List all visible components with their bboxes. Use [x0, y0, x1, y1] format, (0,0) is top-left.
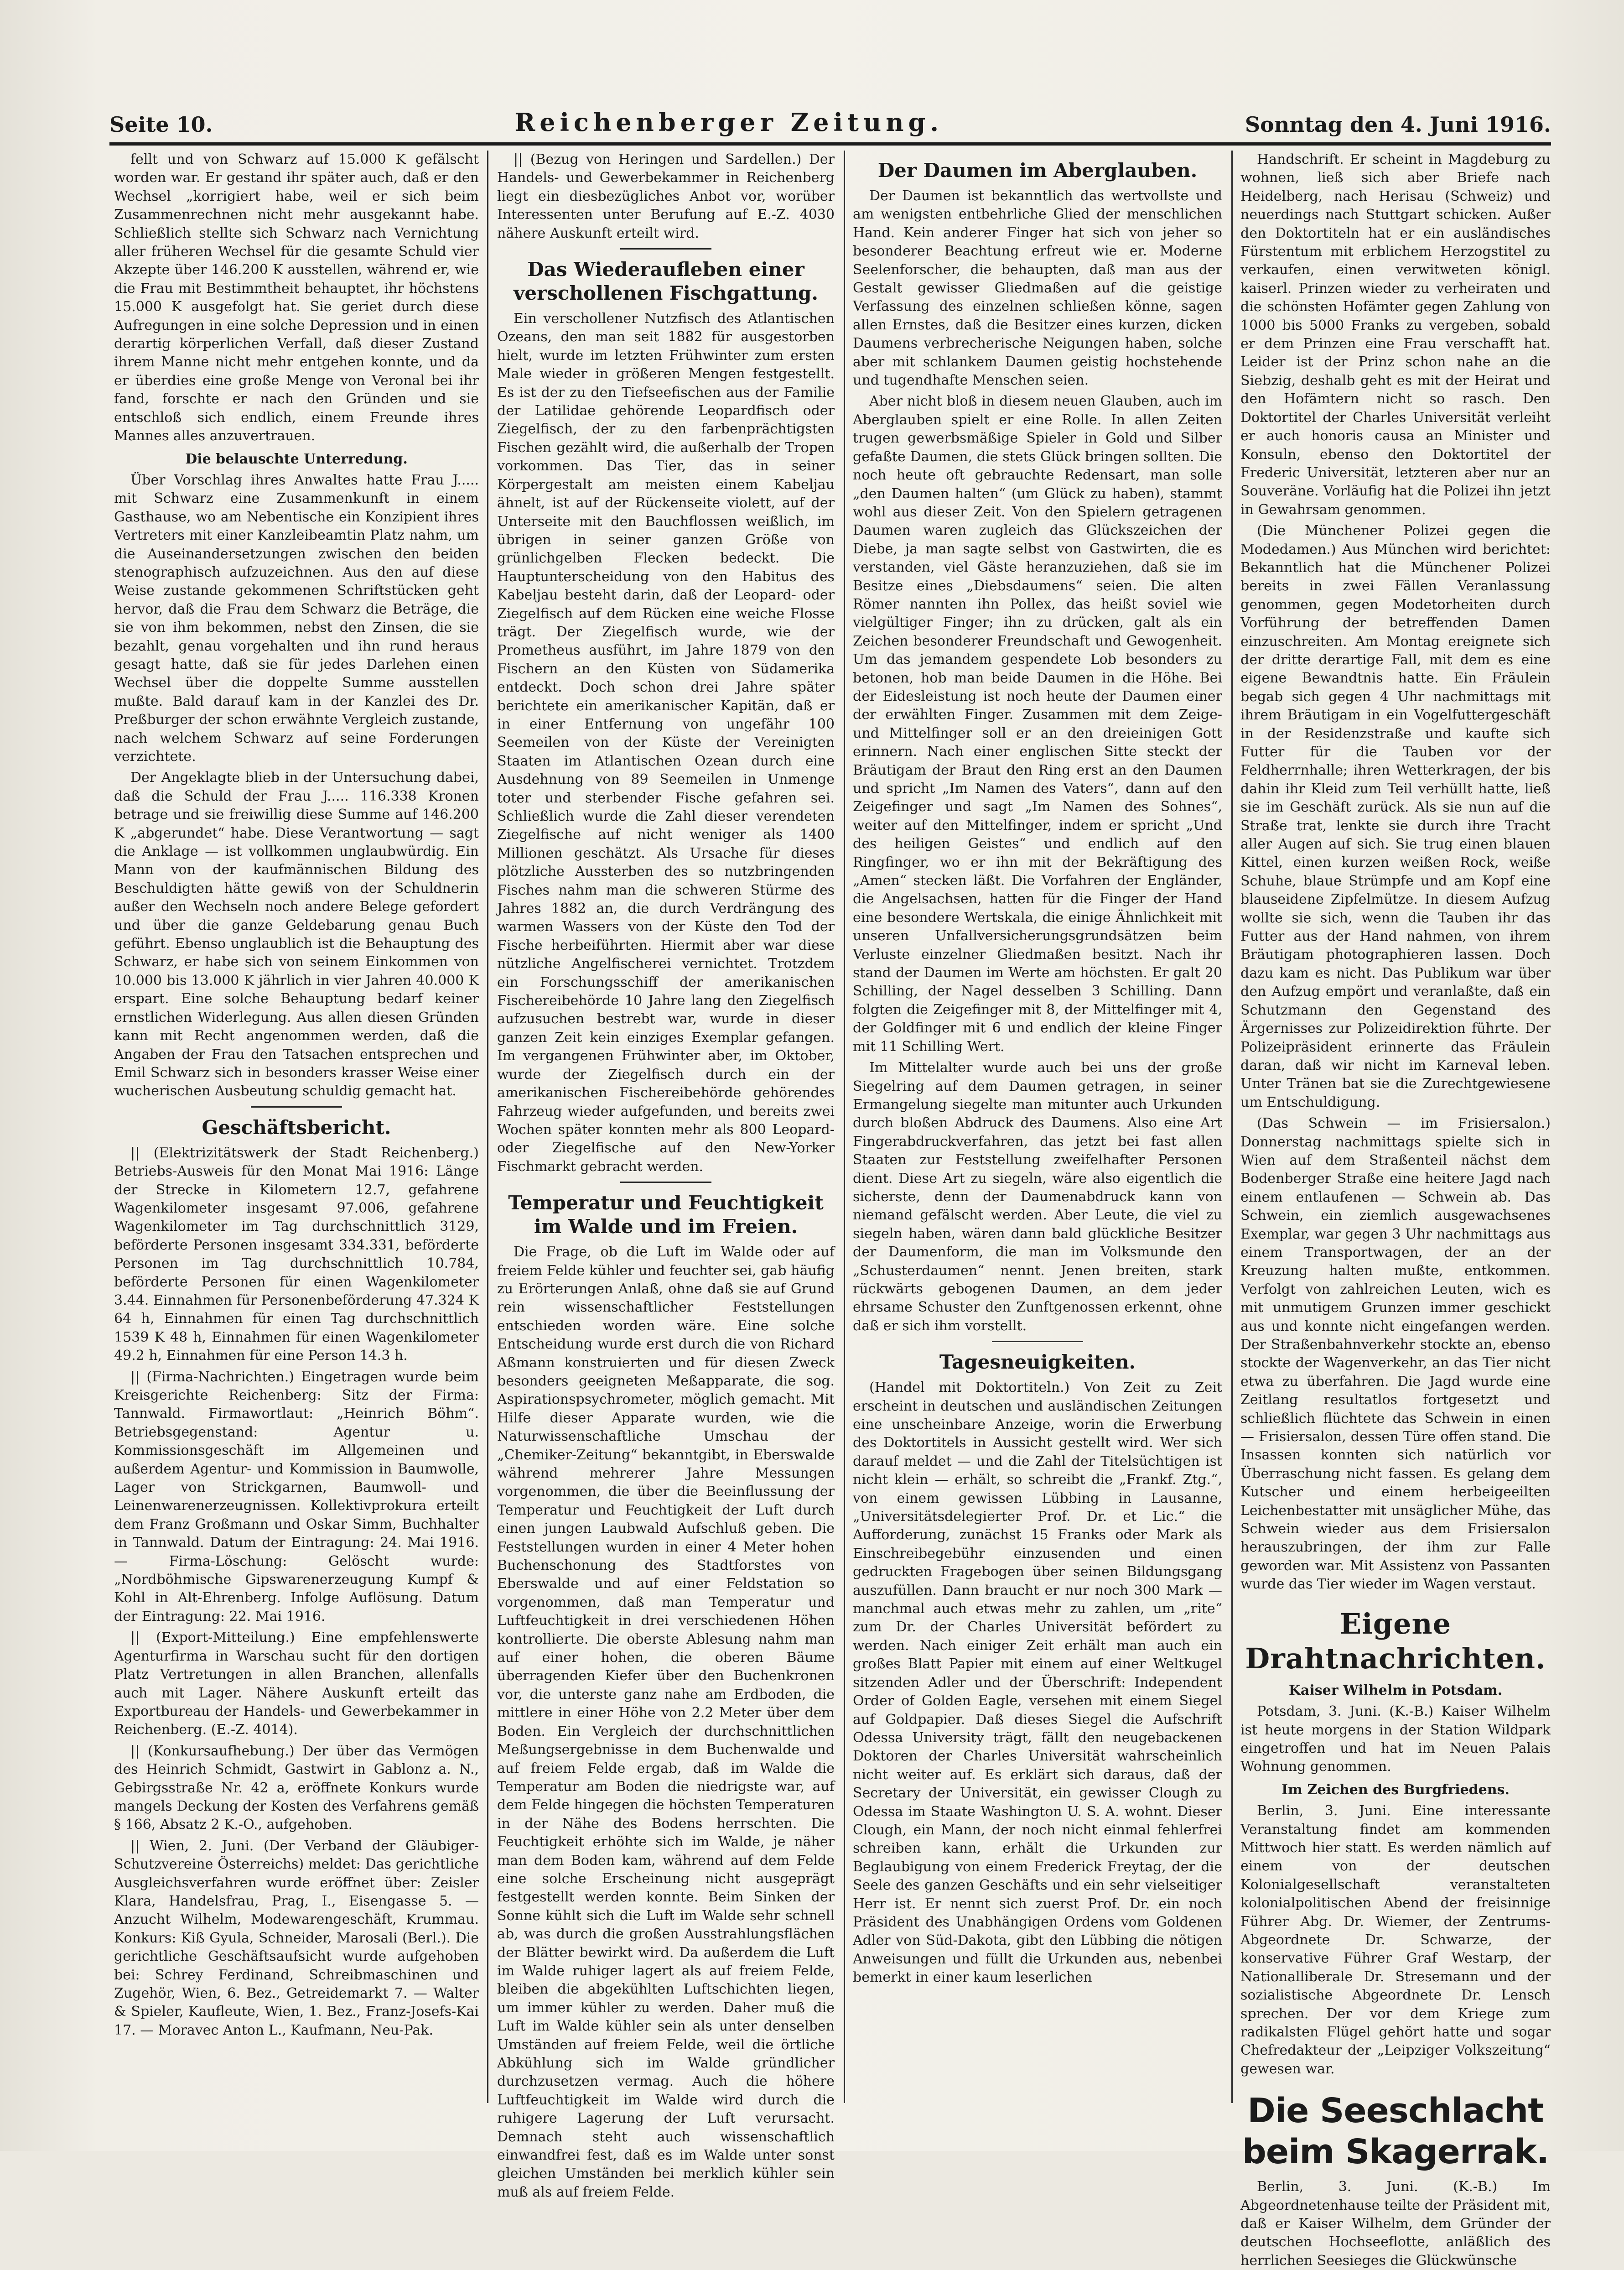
article-heading: Temperatur und Feuchtigkeit im Walde und im Freien.	[508, 1192, 824, 1238]
article-body	[1240, 1702, 1551, 1776]
paragraph: Berlin, 3. Juni. (K.-B.) Im Abgeordnetenhause teilte der Präsident mit, daß er Kaiser Wilhelm, dem Gründer der deutschen Hochseeflotte, anläßlich des herrlichen Seesieges die Glückwünsche	[1240, 2179, 1551, 2269]
article-body	[114, 471, 479, 1101]
paragraph: (Handel mit Doktortiteln.) Von Zeit zu Zeit erscheint in deutschen und ausländischen Zeitungen eine unscheinbare Anzeige, worin die Erwerbung des Doktortitels in Aussicht gestellt wird. Wer sich darauf meldet — und die Zahl der Titelsüchtigen ist nicht klein — erhält, so schreibt die „Frankf. Ztg.“, von einem gewissen Lübbing in Lausanne, „Universitätsdelegierter Prof. Dr. et Lic.“ die Aufforderung, zunächst 15 Franks oder Mark als Einschreibegebühr einzusenden und einen gedruckten Fragebogen über seinen Bildungsgang auszufüllen. Dann braucht er nur noch 300 Mark — manchmal auch etwas mehr zu zahlen, um „rite“ zum Dr. der Charles Universität befördert zu werden. Nach einiger Zeit erhält man auch ein großes Blatt Papier mit einem auf einer Weltkugel sitzenden Adler und der Überschrift: Independent Order of Golden Eagle, versehen mit einem Siegel auf Goldpapier. Daß dieses Siegel die Aufschrift Odessa University trägt, fällt den neugebackenen Doktoren der Charles Universität wahrscheinlich nicht weiter auf. Es erklärt sich daraus, daß der Secretary der Universität, ein gewisser Clough zu Odessa im Staate Washington U. S. A. wohnt. Dieser Clough, ein Mann, der noch nicht einmal fehlerfrei schreiben kann, erhält die Urkunden zur Beglaubigung von einem Frederick Freytag, der die Seele des ganzen Geschäfts und ein sehr vielseitiger Herr ist. Er nennt sich zuerst Prof. Dr. ein noch Präsident des Unabhängigen Ordens vom Goldenen Adler von Süd-Dakota, gibt den Lübbing die nötigen Anweisungen und füllt die Urkunden aus, nebenbei bemerkt in einer kaum leserlichen	[853, 1380, 1222, 1986]
paragraph: Über Vorschlag ihres Anwaltes hatte Frau J..... mit Schwarz eine Zusammenkunft in einem Gasthause, wo am Nebentische ein Konzipient ihres Vertreters mit einer Kanzleibeamtin Platz nahm, um die Auseinandersetzungen zwischen den beiden stenographisch aufzuzeichnen. Aus den auf diese Weise zustande gekommenen Schriftstücken geht hervor, daß die Frau dem Schwarz die Beträge, die sie von ihm bekommen, nebst den Zinsen, die sie bezahlt, genau vorgehalten und ihn rund heraus gesagt hatte, daß sie für jedes Darlehen einen Wechsel über die doppelte Summe ausstellen mußte. Bald darauf kam in der Kanzlei des Dr. Preßburger der schon erwähnte Vergleich zustande, nach welchem Schwarz auf seine Forderungen verzichtete.	[114, 472, 479, 765]
paragraph: || (Bezug von Heringen und Sardellen.) Der Handels- und Gewerbekammer in Reichenberg liegt ein diesbezügliches Anbot vor, worüber Interessenten unter Berufung auf E.-Z. 4030 nähere Auskunft erteilt wird.	[497, 151, 835, 241]
paragraph: Im Mittelalter wurde auch bei uns der große Siegelring auf dem Daumen getragen, in seiner Ermangelung siegelte man mitunter auch Urkunden durch bloßen Abdruck des Daumens. Also eine Art Fingerabdruckverfahren, das jetzt bei fast allen Staaten zur Feststellung zweifelhafter Personen dient. Diese Art zu siegeln, wäre also eigentlich die sicherste, denn der Daumenabdruck kann von niemand gefälscht werden. Aber Leute, die viel zu siegeln haben, wären dann bald glückliche Besitzer der Daumenform, die man im Volksmunde den „Schusterdaumen“ nennt. Jenen breiten, stark rückwärts gebogenen Daumen, an dem jeder ehrsame Schuster den Zunftgenossen erkennt, ohne daß er sich ihm vorstellt.	[853, 1060, 1222, 1334]
paragraph: Aber nicht bloß in diesem neuen Glauben, auch im Aberglauben spielt er eine Rolle. In allen Zeiten trugen gewerbsmäßige Spieler in Gold und Silber gefaßte Daumen, die stets Glück bringen sollten. Die noch heute oft gebrauchte Redensart, man solle „den Daumen halten“ (um Glück zu haben), stammt wohl aus dieser Zeit. Von den Spielern getragenen Daumen waren zugleich das Glückszeichen der Diebe, ja man sagte selbst von Gastwirten, die es verstanden, viel Gäste heranzuziehen, daß sie im Besitze eines „Diebsdaumens“ seien. Die alten Römer nannten ihn Pollex, das heißt soviel wie vielgültiger Finger; ihn zu drücken, galt als ein Zeichen besonderer Freundschaft und Gewogenheit. Um das jemandem gespendete Lob besonders zu betonen, hob man beide Daumen in die Höhe. Bei der Eidesleistung ist noch heute der Daumen einer der erwählten Finger. Zusammen mit dem Zeige- und Mittelfinger soll er an den dreieinigen Gott erinnern. Nach einer englischen Sitte steckt der Bräutigam der Braut den Ring erst an den Daumen und spricht „Im Namen des Vaters“, dann auf den Zeigefinger und sagt „Im Namen des Sohnes“, weiter auf den Mittelfinger, indem er spricht „Und des heiligen Geistes“ und endlich auf den Ringfinger, wo er ihn mit der Bekräftigung des „Amen“ stecken läßt. Die Vorfahren der Engländer, die Angelsachsen, hatten für die Finger der Hand eine besondere Wertskala, die einige Ähnlichkeit mit unseren Unfallversicherungsgrundsätzen beim Verluste einzelner Gliedmaßen besitzt. Nach ihr stand der Daumen im Werte am höchsten. Er galt 20 Schilling, der Nagel desselben 3 Schilling. Dann folgten die Zeigefinger mit 8, der Mittelfinger mit 4, der Goldfinger mit 6 und endlich der kleine Finger mit 11 Schilling Wert.	[853, 393, 1222, 1055]
article-heading: Eigene Drahtnachrichten.	[1245, 1607, 1546, 1675]
header-divider	[109, 142, 1551, 146]
paragraph: || (Export-Mitteilung.) Eine empfehlenswerte Agenturfirma in Warschau sucht für den dortigen Platz Vertretungen in allen Branchen, allenfalls auch mit Lager. Nähere Auskunft erteilt das Exportbureau der Handels- und Gewerbekammer in Reichenberg. (E.-Z. 4014).	[114, 1630, 479, 1738]
page-header	[109, 100, 1551, 137]
issue-date: Sonntag den 4. Juni 1916.	[1245, 112, 1551, 137]
article-heading: Das Wiederaufleben einer verschollenen Fischgattung.	[513, 258, 819, 305]
article-body	[497, 310, 835, 1176]
article-body	[114, 151, 479, 446]
column-divider	[487, 151, 488, 2103]
article-heading: Tagesneuigkeiten.	[939, 1351, 1136, 1374]
article-body	[497, 151, 835, 243]
separator-rule	[620, 248, 711, 250]
paragraph: Potsdam, 3. Juni. (K.-B.) Kaiser Wilhelm ist heute morgens in der Station Wildpark eingetroffen und hat im Neuen Palais Wohnung genommen.	[1240, 1703, 1551, 1775]
article-heading: Geschäftsbericht.	[202, 1116, 391, 1139]
separator-rule	[620, 1182, 711, 1183]
article-body	[1240, 151, 1551, 1594]
paragraph: (Die Münchener Polizei gegen die Modedamen.) Aus München wird berichtet: Bekanntlich hat die Münchener Polizei bereits in zwei Fällen Veranlassung genommen, gegen Modetorheiten durch Vorführung der betreffenden Damen einzuschreiten. Am Montag ereignete sich der dritte derartige Fall, mit dem es eine eigene Bewandtnis hatte. Ein Fräulein begab sich gegen 4 Uhr nachmittags mit ihrem Bräutigam in ein Vogelfuttergeschäft in der Residenzstraße und kaufte sich Futter für die Tauben vor der Feldherrnhalle; ihren Wetterkragen, der bis dahin ihr Kleid zum Teil verhüllt hatte, ließ sie im Geschäft zurück. Als sie nun auf die Straße trat, lenkte sie durch ihre Tracht aller Augen auf sich. Sie trug einen blauen Kittel, einen kurzen weißen Rock, weiße Schuhe, blaue Strümpfe und am Kopf eine blauseidene Zipfelmütze. In diesem Aufzug wollte sie sich, wenn die Tauben ihr das Futter aus der Hand nahmen, von ihrem Bräutigam photographieren lassen. Doch dazu kam es nicht. Das Publikum war über den Aufzug empört und veranlaßte, daß ein Schutzmann den Gegenstand des Ärgernisses zur Polizeidirektion führte. Der Polizeipräsident erinnerte das Fräulein daran, daß wir nicht im Karneval leben. Unter Tränen bat sie die Zurechtgewiesene um Entschuldigung.	[1240, 523, 1551, 1110]
article-body	[1240, 2178, 1551, 2270]
paragraph: Ein verschollener Nutzfisch des Atlantischen Ozeans, den man seit 1882 für ausgestorben hielt, wurde im letzten Frühwinter zum ersten Male wieder in größeren Mengen festgestellt. Es ist der zu den Tiefseefischen aus der Familie der Latilidae gehörende Leopardfisch oder Ziegelfisch, der zu den farbenprächtigsten Fischen gezählt wird, die außerhalb der Tropen vorkommen. Das Tier, das in seiner Körpergestalt am meisten einem Kabeljau ähnelt, ist auf der Rückenseite violett, auf der Unterseite mit den Bauchflossen weißlich, im übrigen in seiner ganzen Größe von grünlichgelben Flecken bedeckt. Die Hauptunterscheidung von den Habitus des Kabeljau besteht darin, daß der Leopard- oder Ziegelfisch auf dem Rücken eine weiche Flosse trägt. Der Ziegelfisch wurde, wie der Prometheus ausführt, im Jahre 1879 von den Fischern an den Küsten von Südamerika entdeckt. Doch schon drei Jahre später berichtete ein amerikanischer Kapitän, daß er in einer Entfernung von ungefähr 100 Seemeilen von der Küste der Vereinigten Staaten im Atlantischen Ozean durch eine Ausdehnung von 89 Seemeilen in Unmenge toter und sterbender Fische gefahren sei. Schließlich wurde die Zahl dieser verendeten Ziegelfische auf nicht weniger als 1400 Millionen geschätzt. Als Ursache für dieses plötzliche Aussterben des so nutzbringenden Fisches nahm man die schweren Stürme des Jahres 1882 an, die durch Verdrängung des warmen Wassers von der Küste den Tod der Fische herbeiführten. Hiermit aber war diese nützliche Angelfischerei vernichtet. Trotzdem ein Forschungsschiff der amerikanischen Fischereibehörde 10 Jahre lang den Ziegelfisch aufzusuchen bestrebt war, wurde in dieser ganzen Zeit kein einziges Exemplar gefangen. Im vergangenen Frühwinter aber, im Oktober, wurde der Ziegelfisch durch ein der amerikanischen Fischereibehörde gehörendes Fahrzeug wieder aufgefunden, und bereits zwei Wochen später konnten mehr als 800 Leopard- oder Ziegelfische auf den New-Yorker Fischmarkt gebracht werden.	[497, 311, 835, 1175]
article-heading: Der Daumen im Aberglauben.	[877, 159, 1198, 182]
column-divider	[1231, 151, 1233, 2103]
newspaper-title: Reichenberger Zeitung.	[514, 108, 944, 137]
paragraph: || (Firma-Nachrichten.) Eingetragen wurde beim Kreisgerichte Reichenberg: Sitz der Firma: Tannwald. Firmawortlaut: „Heinrich Böhm“. Betriebsgegenstand: Agentur u. Kommissionsgeschäft im Allgemeinen und außerdem Agentur- und Kommission in Baumwolle, Lager von Strickgarnen, Baumwoll- und Leinenwarenerzeugnissen. Kollektivprokura erteilt dem Franz Großmann und Oskar Simm, Buchhalter in Tannwald. Datum der Eintragung: 24. Mai 1916. — Firma-Löschung: Gelöscht wurde: „Nordböhmische Gipswarenerzeugung Kumpf & Kohl in Alt-Ehrenberg. Infolge Auflösung. Datum der Eintragung: 22. Mai 1916.	[114, 1369, 479, 1624]
separator-rule	[251, 1106, 342, 1108]
article-body	[497, 1243, 835, 2202]
paragraph: Der Angeklagte blieb in der Untersuchung dabei, daß die Schuld der Frau J..... 116.338 Kronen betrage und sie freiwillig diese Summe auf 146.200 K „abgerundet“ habe. Diese Verantwortung — sagt die Anklage — ist vollkommen unglaubwürdig. Ein Mann von der kaufmännischen Bildung des Beschuldigten hätte gewiß von der Schuldnerin außer den Wechseln noch andere Belege gefordert und über die ganze Geldebarung genau Buch geführt. Ebenso unglaublich ist die Behauptung des Schwarz, er habe sich von seinem Einkommen von 10.000 bis 13.000 K jährlich in vier Jahren 40.000 K erspart. Eine solche Behauptung bedarf keiner ernstlichen Widerlegung. Aus allen diesen Gründen kann mit Recht angenommen werden, daß die Angaben der Frau den Tatsachen entsprechen und Emil Schwarz sich in besonders krasser Weise einer wucherischen Ausbeutung schuldig gemacht hat.	[114, 770, 479, 1099]
section-subheading: Die belauschte Unterredung.	[185, 451, 408, 467]
column-2	[497, 151, 835, 2200]
paragraph: Die Frage, ob die Luft im Walde oder auf freiem Felde kühler und feuchter sei, gab häufig zu Erörterungen Anlaß, ohne daß sie auf Grund rein wissenschaftlicher Feststellungen entschieden worden wäre. Eine solche Entscheidung wurde erst durch die von Richard Aßmann konstruierten und für diesen Zweck besonders geeigneten Meßapparate, die sog. Aspirationspsychrometer, möglich gemacht. Mit Hilfe dieser Apparate wurden, wie die Naturwissenschaftliche Umschau der „Chemiker-Zeitung“ bekanntgibt, in Eberswalde während mehrerer Jahre Messungen vorgenommen, die über die Beeinflussung der Temperatur und Feuchtigkeit der Luft durch einen jungen Laubwald Aufschluß geben. Die Feststellungen wurden in einer 4 Meter hohen Buchenschonung des Stadtforstes von Eberswalde und auf einer Feldstation so vorgenommen, daß man Temperatur und Luftfeuchtigkeit in drei verschiedenen Höhen kontrollierte. Die oberste Ablesung nahm man auf einer hohen, die oberen Bäume überragenden Kiefer über den Buchenkronen vor, die unterste ganz nahe am Erdboden, die mittlere in einer Höhe von 2.2 Meter über dem Boden. Ein Vergleich der durchschnittlichen Meßungsergebnisse in dem Buchenwalde und auf freiem Felde ergab, daß im Walde die Temperatur am Boden die niedrigste war, auf dem Felde hingegen die höchsten Temperaturen in der Nähe des Bodens herrschten. Die Feuchtigkeit erhöhte sich im Walde, je näher man dem Boden kam, während auf dem Felde eine solche Erscheinung nicht ausgeprägt festgestellt werden konnte. Beim Sinken der Sonne kühlt sich die Luft im Walde sehr schnell ab, was durch die großen Ausstrahlungsflächen der Blätter bewirkt wird. Da außerdem die Luft im Walde ruhiger lagert als auf freiem Felde, bleiben die abgekühlten Luftschichten liegen, um immer kühler zu werden. Daher muß die Luft im Walde kühler sein als unter denselben Umständen auf freiem Felde, weil die örtliche Abkühlung sich im Walde gründlicher durchzusetzen vermag. Auch die höhere Luftfeuchtigkeit im Walde wird durch die ruhigere Lagerung der Luft verursacht. Demnach steht auch wissenschaftlich einwandfrei fest, daß es im Walde unter sonst gleichen Umständen bei merklich kühler sein muß als auf freiem Felde.	[497, 1244, 835, 2200]
article-heading: Die Seeschlacht beim Skagerrak.	[1242, 2091, 1549, 2172]
paragraph: || (Elektrizitätswerk der Stadt Reichenberg.) Betriebs-Ausweis für den Monat Mai 1916: Länge der Strecke in Kilometern 12.7, gefahrene Wagenkilometer insgesamt 97.006, gefahrene Wagenkilometer im Tag durchschnittlich 3129, beförderte Personen insgesamt 334.331, beförderte Personen im Tag durchschnittlich 10.784, beförderte Personen für einen Wagenkilometer 3.44. Einnahmen für Personenbeförderung 47.324 K 64 h, Einnahmen für einen Tag durchschnittlich 1539 K 48 h, Einnahmen für einen Wagenkilometer 49.2 h, Einnahmen für eine Person 14.3 h.	[114, 1145, 479, 1364]
paragraph: || Wien, 2. Juni. (Der Verband der Gläubiger-Schutzvereine Österreichs) meldet: Das gerichtliche Ausgleichsverfahren wurde eröffnet über: Zeisler Klara, Handelsfrau, Prag, I., Eisengasse 5. — Anzucht Wilhelm, Modewarengeschäft, Krummau. Konkurs: Kiß Gyula, Schneider, Marosali (Berl.). Die gerichtliche Geschäftsaufsicht wurde aufgehoben bei: Schrey Ferdinand, Schreibmaschinen und Zugehör, Wien, 6. Bez., Getreidemarkt 7. — Walter & Spieler, Kaufleute, Wien, 1. Bez., Franz-Josefs-Kai 17. — Moravec Anton L., Kaufmann, Neu-Pak.	[114, 1838, 479, 2038]
paragraph: fellt und von Schwarz auf 15.000 K gefälscht worden war. Er gestand ihr später auch, daß er den Wechsel „korrigiert habe, weil er sich beim Zusammenrechnen nicht mehr ausgekannt habe. Schließlich stellte sich Schwarz nach Vernichtung aller früheren Wechsel für die gesamte Schuld vier Akzepte über 146.200 K ausstellen, während er, wie die Frau mit Bestimmtheit behauptet, ihr höchstens 15.000 K ausgefolgt hat. Sie geriet durch diese Aufregungen in eine solche Depression und in einen derartig körperlichen Verfall, daß dieser Zustand ihrem Manne nicht mehr entgehen konnte, und da er überdies eine große Menge von Veronal bei ihr fand, forschte er nach den Gründen und sie entschloß sich endlich, einem Freunde ihres Mannes alles anzuvertrauen.	[114, 151, 479, 444]
paragraph: Berlin, 3. Juni. Eine interessante Veranstaltung findet am kommenden Mittwoch hier statt. Es werden nämlich auf einem von der deutschen Kolonialgesellschaft veranstalteten kolonialpolitischen Abend der freisinnige Führer Abg. Dr. Wiemer, der Zentrums-Abgeordnete Dr. Schwarze, der konservative Führer Graf Westarp, der Nationalliberale Dr. Stresemann und der sozialistische Abgeordnete Dr. Lensch sprechen. Der vor dem Kriege zum radikalsten Flügel gehört hatte und sogar Chefredakteur der „Leipziger Volkszeitung“ gewesen war.	[1240, 1803, 1551, 2077]
paragraph: Handschrift. Er scheint in Magdeburg zu wohnen, ließ sich aber Briefe nach Heidelberg, nach Herisau (Schweiz) und neuerdings nach Stuttgart schicken. Außer den Doktortiteln hat er ein ausländisches Fürstentum mit erblichem Herzogstitel zu verkaufen, einen verwitweten königl. kaiserl. Prinzen wieder zu verheiraten und die schönsten Hofämter gegen Zahlung von 1000 bis 5000 Franks zu vergeben, sobald er dem Prinzen eine Frau verschafft hat. Leider ist der Prinz schon nahe an die Siebzig, deshalb geht es mit der Heirat und den Hofämtern nicht so rasch. Den Doktortitel der Charles Universität verleiht er auch honoris causa an Minister und Konsuln, ebenso den Doktortitel der Frederic Universität, letzteren aber nur an Souveräne. Vorläufig hat die Polizei ihn jetzt in Gewahrsam genommen.	[1240, 151, 1551, 518]
column-1	[114, 151, 479, 2108]
section-subheading: Im Zeichen des Burgfriedens.	[1282, 1781, 1510, 1798]
article-body	[853, 187, 1222, 1335]
page-number: Seite 10.	[109, 112, 213, 137]
separator-rule	[992, 1341, 1083, 1342]
article-body	[853, 1379, 1222, 1987]
paragraph: (Das Schwein — im Frisiersalon.) Donnerstag nachmittags spielte sich in Wien auf dem Straßenteil nächst dem Bodenberger Straße eine heitere Jagd nach einem entlaufenen — Schwein ab. Das Schwein, ein ziemlich ausgewachsenes Exemplar, war gegen 3 Uhr nachmittags aus einem Transportwagen, der an der Kreuzung halten mußte, entkommen. Verfolgt von zahlreichen Leuten, wich es mit unmutigem Grunzen immer geschickt aus und konnte nicht eingefangen werden. Der Straßenbahnverkehr stockte an, ebenso stockte der Wagenverkehr, an das Tier nicht etwa zu überfahren. Die Jagd wurde eine Zeitlang resultatlos fortgesetzt und schließlich flüchtete das Schwein in einen — Frisiersalon, dessen Türe offen stand. Die Insassen konnten sich natürlich vor Überraschung nicht fassen. Es gelang dem Kutscher und einem herbeigeeilten Leichenbestatter mit unsäglicher Mühe, das Schwein wieder aus dem Frisiersalon herauszubringen, der ihm zur Falle geworden war. Mit Assistenz von Passanten wurde das Tier wieder im Wagen verstaut.	[1240, 1115, 1551, 1593]
paragraph: Der Daumen ist bekanntlich das wertvollste und am wenigsten entbehrliche Glied der menschlichen Hand. Kein anderer Finger hat sich von jeher so besonderer Beachtung erfreut wie er. Moderne Seelenforscher, die behaupten, daß man aus der Gestalt gewisser Gliedmaßen auf die geistige Verfassung des einzelnen schließen könne, sagen allen Ernstes, daß die Besitzer eines kurzen, dicken Daumens verbrecherische Neigungen haben, solche aber mit schlankem Daumen geistig hochstehende und tugendhafte Menschen seien.	[853, 188, 1222, 389]
column-divider	[844, 151, 845, 2103]
column-3	[853, 151, 1222, 2108]
section-subheading: Kaiser Wilhelm in Potsdam.	[1288, 1682, 1503, 1698]
article-body	[114, 1144, 479, 2040]
article-body	[1240, 1802, 1551, 2078]
column-4	[1240, 151, 1551, 2269]
paragraph: || (Konkursaufhebung.) Der über das Vermögen des Heinrich Schmidt, Gastwirt in Gablonz a. N., Gebirgsstraße Nr. 42 a, eröffnete Konkurs wurde mangels Deckung der Kosten des Verfahrens gemäß § 166, Absatz 2 K.-O., aufgehoben.	[114, 1743, 479, 1833]
